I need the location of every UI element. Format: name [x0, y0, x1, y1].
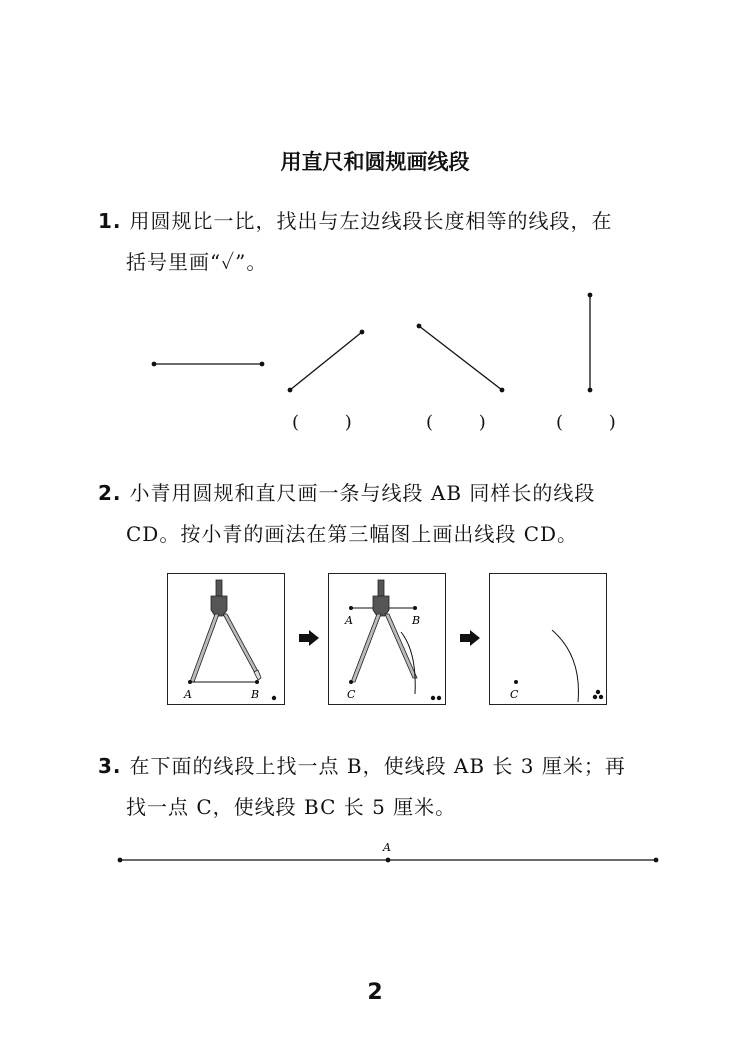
step-marker-1 [272, 696, 276, 700]
step-panel-3[interactable] [489, 573, 607, 705]
reference-segment [152, 362, 265, 367]
question-2-text-2: CD。按小青的画法在第三幅图上画出线段 CD。 [126, 522, 579, 546]
question-2-line-1 [98, 477, 595, 506]
label-c: C [347, 688, 356, 701]
question-3-line-1 [98, 750, 626, 779]
label-c: C [510, 688, 519, 701]
arrow-icon [459, 629, 481, 651]
page-number: 2 [367, 980, 383, 1005]
point-a [386, 858, 391, 863]
question-2-number: 2. [98, 481, 122, 505]
page-title: 用直尺和圆规画线段 [280, 150, 470, 174]
question-1-text-2: 括号里画“✓”。 [126, 250, 268, 274]
question-1-text-1: 用圆规比一比，找出与左边线段长度相等的线段，在 [129, 209, 613, 233]
compass-drawing-2 [329, 574, 447, 706]
question-3-text-2: 找一点 C，使线段 BC 长 5 厘米。 [126, 795, 457, 819]
label-a: A [184, 688, 192, 701]
drawing-area [490, 574, 608, 706]
question-3-line[interactable] [0, 836, 750, 876]
answer-bracket-3[interactable]: ( ) [556, 412, 616, 433]
step-panel-2 [328, 573, 446, 705]
label-b: B [412, 614, 421, 627]
question-1-segments [0, 280, 750, 410]
label-b: B [251, 688, 260, 701]
answer-bracket-1[interactable]: ( ) [292, 412, 352, 433]
question-1-line-1 [98, 205, 613, 234]
step-panel-1 [167, 573, 285, 705]
arrow-icon [298, 629, 320, 651]
label-a: A [345, 614, 353, 627]
segment-option-1 [288, 330, 365, 393]
question-3-text-1: 在下面的线段上找一点 B，使线段 AB 长 3 厘米；再 [129, 754, 626, 778]
question-1-number: 1. [98, 209, 122, 233]
compass-drawing-1 [168, 574, 286, 706]
answer-bracket-2[interactable]: ( ) [426, 412, 486, 433]
segment-option-2 [417, 324, 505, 393]
question-3-number: 3. [98, 754, 122, 778]
segment-option-3 [588, 293, 593, 393]
question-2-text-1: 小青用圆规和直尺画一条与线段 AB 同样长的线段 [129, 481, 596, 505]
point-a-label: A [383, 841, 391, 854]
